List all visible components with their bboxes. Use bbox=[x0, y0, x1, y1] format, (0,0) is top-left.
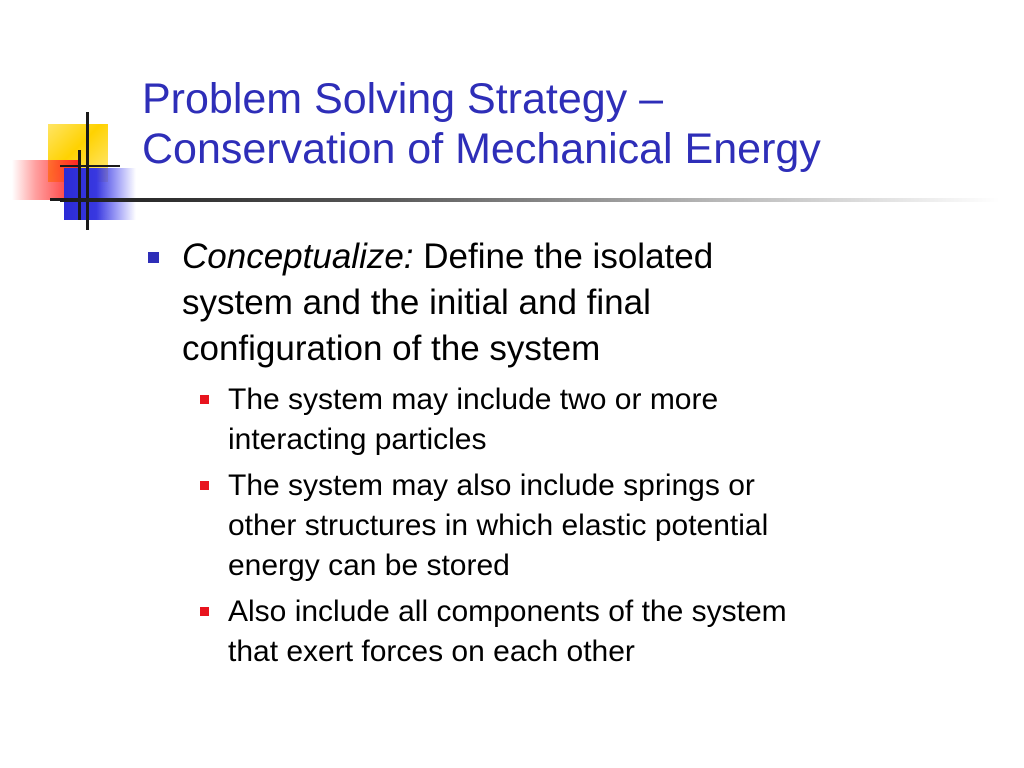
main-bullet-item bbox=[146, 234, 1006, 372]
square-bullet-icon bbox=[200, 395, 209, 404]
decorative-logo bbox=[0, 0, 140, 240]
sub-bullet-list bbox=[228, 380, 1006, 672]
bullet-text-line: system and the initial and final bbox=[182, 283, 651, 322]
slide-title-line: Conservation of Mechanical Energy bbox=[142, 125, 821, 173]
slide-title bbox=[142, 74, 1002, 174]
bullet-term: Conceptualize: bbox=[182, 237, 414, 276]
title-divider bbox=[60, 198, 1000, 202]
square-bullet-icon bbox=[200, 481, 209, 490]
logo-line bbox=[78, 150, 81, 220]
sub-bullet-item bbox=[228, 592, 1006, 672]
slide-body bbox=[146, 234, 1006, 678]
slide-title-line: Problem Solving Strategy – bbox=[142, 75, 664, 123]
sub-bullet-text-line: The system may also include springs or bbox=[228, 469, 755, 502]
logo-blue-square bbox=[64, 168, 136, 220]
sub-bullet-text-line: The system may include two or more bbox=[228, 383, 719, 416]
logo-line bbox=[60, 165, 120, 167]
square-bullet-icon bbox=[148, 252, 159, 263]
logo-line bbox=[86, 112, 89, 230]
bullet-text-line: Define the isolated bbox=[423, 237, 714, 276]
sub-bullet-item bbox=[228, 380, 1006, 460]
square-bullet-icon bbox=[200, 607, 209, 616]
sub-bullet-text-line: interacting particles bbox=[228, 423, 487, 456]
sub-bullet-text-line: Also include all components of the system bbox=[228, 595, 787, 628]
sub-bullet-item bbox=[228, 466, 1006, 586]
sub-bullet-text-line: other structures in which elastic potential bbox=[228, 509, 769, 542]
sub-bullet-text-line: that exert forces on each other bbox=[228, 635, 635, 668]
bullet-text-line: configuration of the system bbox=[182, 329, 601, 368]
sub-bullet-text-line: energy can be stored bbox=[228, 549, 510, 582]
